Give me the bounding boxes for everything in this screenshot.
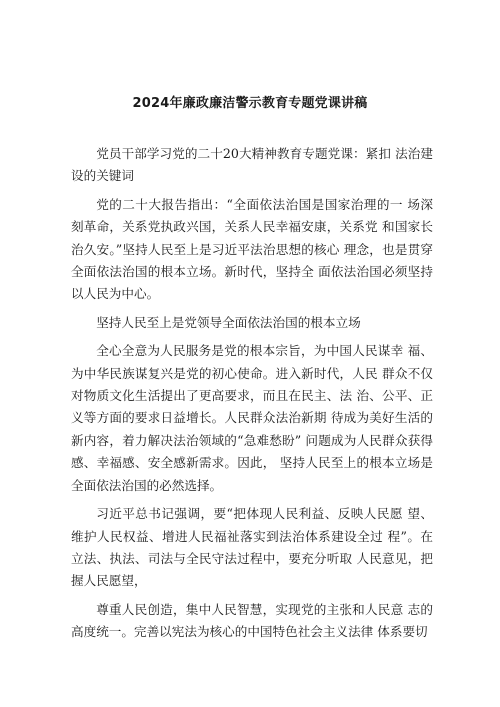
paragraph-heading: 党员干部学习党的二十20大精神教育专题党课：紧扣 法治建设的关键词: [71, 146, 433, 184]
document-body: [71, 143, 433, 644]
paragraph-people-service: 全心全意为人民服务是党的根本宗旨，为中国人民谋幸 福、为中华民族谋复兴是党的初心使命。进入新时代，人民 群众不仅对物质文化生活提出了更高要求，而且在民主、法 治、公平、正义等方面的要求日益增长。人民群众法治新期 待成为美好生活的新内容，着力解决法治领域的“急难愁盼” 问题成为人民群众获得感、幸福感、安全感新需求。因此， 坚持人民至上的根本立场是全面依法治国的必然选择。: [71, 343, 433, 493]
paragraph-section-heading: 坚持人民至上是党领导全面依法治国的根本立场: [96, 314, 361, 330]
paragraph-respect-people: 尊重人民创造，集中人民智慧，实现党的主张和人民意 志的高度统一。完善以宪法为核心的中国特色社会主义法律 体系要切: [71, 601, 433, 640]
paragraph-intro: 党的二十大报告指出：“全面依法治国是国家治理的一 场深刻革命，关系党执政兴国，关系人民幸福安康，关系党 和国家长治久安。”坚持人民至上是习近平法治思想的核心 理念，也是贯穿全面依法治国的根本立场。新时代，坚持全 面依法治国必须坚持以人民为中心。: [71, 196, 433, 302]
document-title: 2024年廉政廉洁警示教育专题党课讲稿: [132, 96, 368, 111]
paragraph-xi-emphasis: 习近平总书记强调，要“把体现人民利益、反映人民愿 望、维护人民权益、增进人民福祉落实到法治体系建设全过 程”。在立法、执法、司法与全民守法过程中，要充分听取 人民意见，把握人民愿望，: [71, 506, 433, 589]
